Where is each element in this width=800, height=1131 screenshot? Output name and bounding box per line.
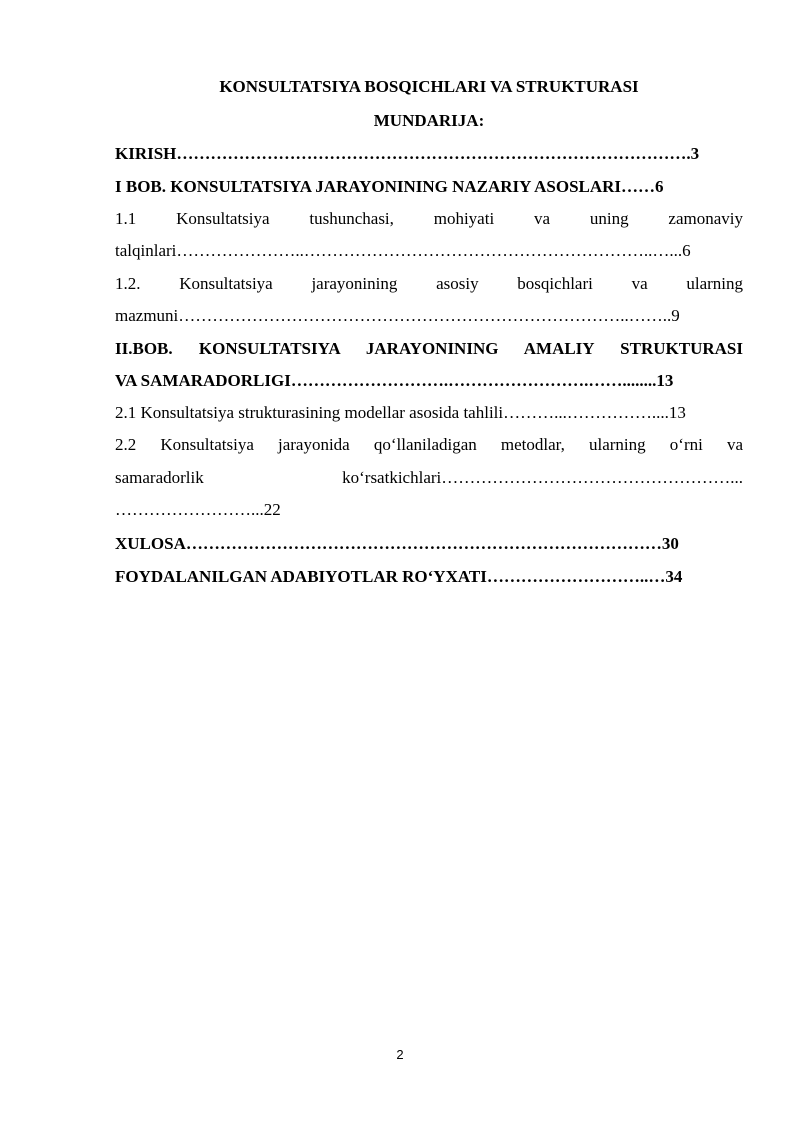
toc-entry-section-2-2: 2.2 Konsultatsiya jarayonida qo‘llaniladigan metodlar, ularning o‘rni va: [115, 435, 743, 454]
toc-entry-section-1-1: 1.1 Konsultatsiya tushunchasi, mohiyati va uning zamonaviy: [115, 209, 743, 228]
toc-entry-chapter-2-cont: VA SAMARADORLIGI……………………….…………………….……........13: [115, 371, 674, 390]
toc-entry-section-2-2-cont: samaradorlik ko‘rsatkichlari……………………………………………...: [115, 468, 743, 487]
contents-heading: MUNDARIJA:: [373, 111, 485, 130]
page-number: 2: [396, 1047, 404, 1062]
toc-entry-section-1-2: 1.2. Konsultatsiya jarayonining asosiy bosqichlari va ularning: [115, 274, 743, 293]
toc-entry-chapter-1: I BOB. KONSULTATSIYA JARAYONINING NAZARIY ASOSLARI……6: [115, 177, 664, 196]
toc-entry-kirish: KIRISH……………………………………………………………………………….3: [115, 144, 700, 163]
toc-entry-section-2-1: 2.1 Konsultatsiya strukturasining modellar asosida tahlili………...……………....13: [115, 403, 686, 422]
toc-entry-section-1-1-cont: talqinlari…………………..……………………………………………………..…...6: [115, 241, 691, 260]
toc-entry-chapter-2: II.BOB. KONSULTATSIYA JARAYONINING AMALIY STRUKTURASI: [115, 339, 743, 358]
document-title: KONSULTATSIYA BOSQICHLARI VA STRUKTURASI: [219, 77, 639, 96]
toc-entry-section-2-2-page: ……………………...22: [115, 500, 281, 519]
toc-entry-bibliography: FOYDALANILGAN ADABIYOTLAR RO‘YXATI………………………..…34: [115, 567, 683, 586]
toc-entry-xulosa: XULOSA…………………………………………………………………………30: [115, 534, 679, 553]
toc-entry-section-1-2-cont: mazmuni……………………………………………………………………..……..9: [115, 306, 680, 325]
